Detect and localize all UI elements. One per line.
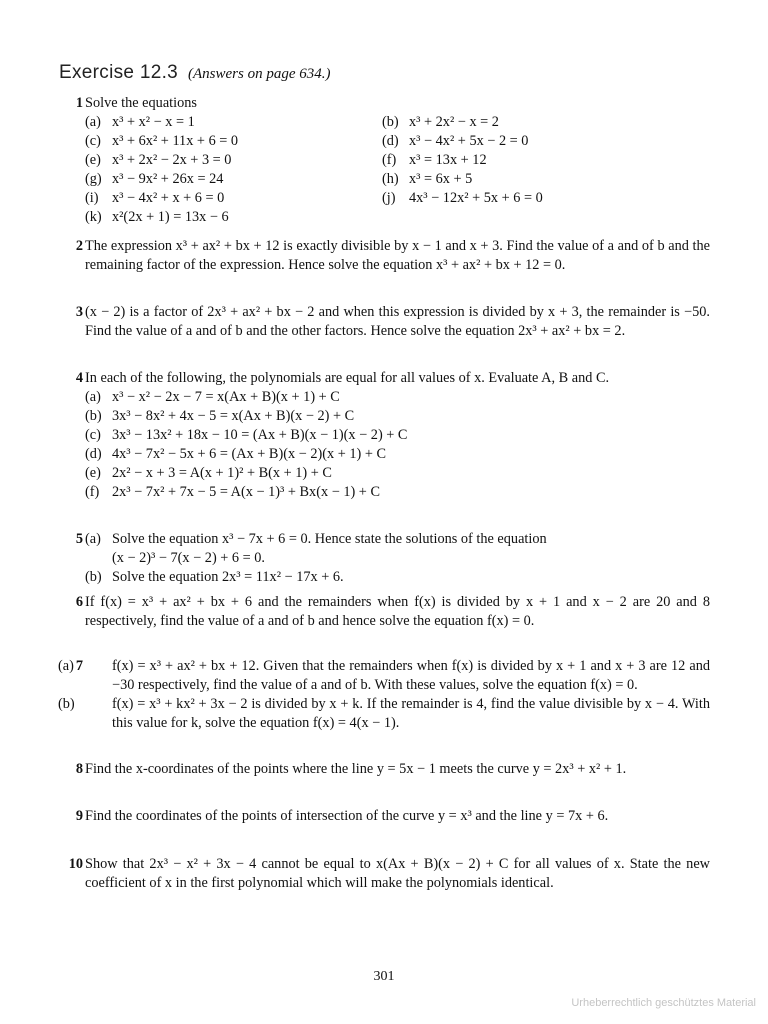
question-intro: Solve the equations: [85, 95, 197, 111]
part-label: (a): [58, 658, 74, 674]
exercise-title: Exercise 12.3: [59, 62, 179, 83]
question-6: [65, 593, 710, 631]
equation-cell: [85, 170, 382, 189]
question-number: 10: [68, 856, 83, 872]
part-label: (i): [85, 190, 99, 206]
question-text: The expression x³ + ax² + bx + 12 is exactly divisible by x − 1 and x + 3. Find the value of a and of b and the remaining factor of the expression. Hence solve the equation x³ + ax² + bx + 12 = 0.: [85, 238, 710, 273]
part-label: (a): [85, 531, 101, 547]
equation-cell: [85, 208, 382, 227]
part-item: [85, 445, 710, 464]
question-number: 3: [75, 304, 83, 320]
equation-row: [85, 151, 710, 170]
equation-row: [85, 132, 710, 151]
part-text: 2x³ − 7x² + 7x − 5 = A(x − 1)³ + Bx(x − 1) + C: [112, 484, 380, 500]
part-a: [85, 530, 710, 549]
question-number: 9: [75, 808, 83, 824]
equation-row: [85, 170, 710, 189]
part-label: (j): [382, 190, 396, 206]
equation-cell: [85, 151, 382, 170]
part-label: (g): [85, 171, 102, 187]
answers-note: (Answers on page 634.): [188, 66, 331, 82]
part-item: [85, 483, 710, 502]
part-text: Solve the equation 2x³ = 11x² − 17x + 6.: [112, 569, 344, 585]
watermark: Urheberrechtlich geschütztes Material: [571, 997, 756, 1009]
equation-cell: [382, 170, 710, 189]
question-8: [65, 760, 710, 779]
equation-text: x³ − 9x² + 26x = 24: [112, 171, 224, 187]
part-label: (b): [85, 569, 102, 585]
part-text: 2x² − x + 3 = A(x + 1)² + B(x + 1) + C: [112, 465, 332, 481]
equation-text: x³ = 6x + 5: [409, 171, 473, 187]
part-label: (a): [85, 114, 101, 130]
equation-row: [85, 189, 710, 208]
part-label: (k): [85, 209, 102, 225]
part-b: [85, 568, 710, 587]
question-10: [65, 855, 710, 893]
question-number: 7: [75, 658, 83, 674]
question-number: 2: [75, 238, 83, 254]
question-text: Show that 2x³ − x² + 3x − 4 cannot be equal to x(Ax + B)(x − 2) + C for all values of x. State the new coefficient of x in the first polynomial which will make the polynomials identical.: [85, 856, 710, 891]
equation-row: [85, 113, 710, 132]
question-number: 5: [75, 531, 83, 547]
part-item: [85, 464, 710, 483]
equation-text: x³ + 6x² + 11x + 6 = 0: [112, 133, 239, 149]
part-text: f(x) = x³ + ax² + bx + 12. Given that the remainders when f(x) is divided by x + 1 and x + 3 are 12 and −30 respectively, find the value of a and of b. With these values, solve the equation f(x) = 0.: [112, 658, 710, 693]
equation-text: x³ − 4x² + x + 6 = 0: [112, 190, 225, 206]
part-text: x³ − x² − 2x − 7 = x(Ax + B)(x + 1) + C: [112, 389, 340, 405]
question-number: 6: [75, 594, 83, 610]
part-label: (e): [85, 465, 101, 481]
question-text: If f(x) = x³ + ax² + bx + 6 and the remainders when f(x) is divided by x + 1 and x − 2 are 20 and 8 respectively, find the value of a and of b and hence solve the equation f(x) = 0.: [85, 594, 710, 629]
part-text: 3x³ − 8x² + 4x − 5 = x(Ax + B)(x − 2) + C: [112, 408, 355, 424]
question-text: Find the x-coordinates of the points where the line y = 5x − 1 meets the curve y = 2x³ + x² + 1.: [85, 761, 627, 777]
part-label: (f): [85, 484, 100, 500]
equation-text: x³ + x² − x = 1: [112, 114, 195, 130]
question-text: Find the coordinates of the points of intersection of the curve y = x³ and the line y = 7x + 6.: [85, 808, 609, 824]
part-item: [85, 426, 710, 445]
question-7: [58, 657, 710, 733]
part-a-continuation: (x − 2)³ − 7(x − 2) + 6 = 0.: [112, 550, 266, 566]
equation-cell: [382, 189, 710, 208]
equation-cell: [85, 113, 382, 132]
part-label: (c): [85, 133, 101, 149]
question-number: 4: [75, 370, 83, 386]
equation-cell: [85, 132, 382, 151]
part-label: (f): [382, 152, 397, 168]
part-text: 4x³ − 7x² − 5x + 6 = (Ax + B)(x − 2)(x + 1) + C: [112, 446, 387, 462]
part-label: (d): [85, 446, 102, 462]
question-2: [65, 237, 710, 275]
part-item: [85, 407, 710, 426]
equation-cell: [382, 113, 710, 132]
equation-text: x³ + 2x² − x = 2: [409, 114, 499, 130]
equation-cell: [382, 208, 710, 227]
question-1: [65, 94, 710, 227]
part-text: Solve the equation x³ − 7x + 6 = 0. Hence state the solutions of the equation: [112, 531, 547, 547]
part-label: (h): [382, 171, 399, 187]
question-9: [65, 807, 710, 826]
exercise-heading: [59, 62, 331, 84]
part-a: [58, 657, 710, 695]
part-label: (c): [85, 427, 101, 443]
question-number: 8: [75, 761, 83, 777]
part-label: (d): [382, 133, 399, 149]
part-label: (e): [85, 152, 101, 168]
equation-cell: [382, 132, 710, 151]
question-4: [65, 369, 710, 502]
part-item: [85, 388, 710, 407]
equation-text: x²(2x + 1) = 13x − 6: [112, 209, 229, 225]
question-number: 1: [75, 95, 83, 111]
part-label: (a): [85, 389, 101, 405]
page-number: 301: [373, 969, 395, 984]
question-5: [65, 530, 710, 587]
equation-text: x³ + 2x² − 2x + 3 = 0: [112, 152, 232, 168]
question-text: (x − 2) is a factor of 2x³ + ax² + bx − 2 and when this expression is divided by x + 3, the remainder is −50. Find the value of a and of b and the other factors. Hence solve the equation 2x³ + ax² + bx = 2.: [85, 304, 710, 339]
question-intro: In each of the following, the polynomials are equal for all values of x. Evaluate A, B and C.: [85, 370, 610, 386]
part-label: (b): [382, 114, 399, 130]
equation-text: x³ = 13x + 12: [409, 152, 487, 168]
part-list: [85, 388, 710, 502]
equation-cell: [382, 151, 710, 170]
part-text: f(x) = x³ + kx² + 3x − 2 is divided by x + k. If the remainder is 4, find the value divisible by x − 4. With this value for k, solve the equation f(x) = 4(x − 1).: [112, 696, 710, 731]
equation-grid: [85, 113, 710, 227]
equation-cell: [85, 189, 382, 208]
part-label: (b): [85, 408, 102, 424]
part-label: (b): [58, 696, 75, 712]
part-text: 3x³ − 13x² + 18x − 10 = (Ax + B)(x − 1)(x − 2) + C: [112, 427, 408, 443]
equation-text: 4x³ − 12x² + 5x + 6 = 0: [409, 190, 543, 206]
question-3: [65, 303, 710, 341]
equation-row: [85, 208, 710, 227]
part-b: [58, 695, 710, 733]
equation-text: x³ − 4x² + 5x − 2 = 0: [409, 133, 529, 149]
